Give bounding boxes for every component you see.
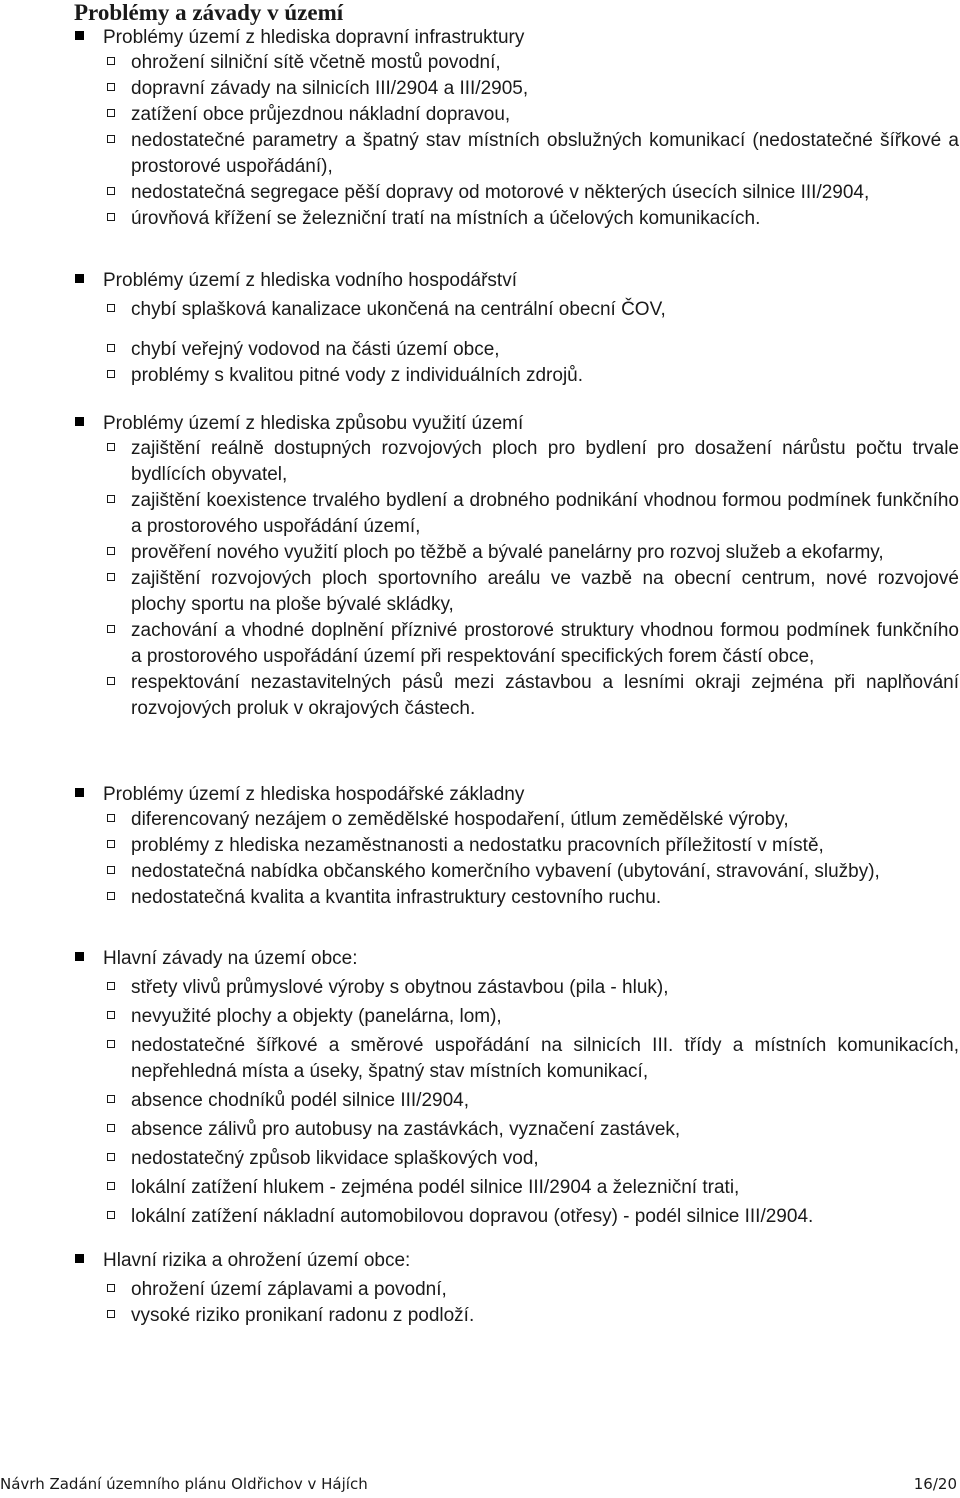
item-list: [0, 971, 960, 1230]
item-list: [0, 50, 960, 232]
hollow-square-bullet-icon: [107, 1182, 115, 1190]
list-item: střety vlivů průmyslové výroby s obytnou zástavbou (pila - hluk),: [0, 975, 960, 1001]
hollow-square-bullet-icon: [107, 109, 115, 117]
square-bullet-icon: [75, 788, 84, 797]
square-bullet-icon: [75, 417, 84, 426]
hollow-square-bullet-icon: [107, 1284, 115, 1292]
list-item: ohrožení území záplavami a povodní,: [0, 1277, 960, 1303]
hollow-square-bullet-icon: [107, 1040, 115, 1048]
section-title: Problémy území z hlediska vodního hospodářství: [0, 269, 960, 293]
section-water: [0, 269, 960, 389]
page-footer: [0, 1473, 960, 1495]
hollow-square-bullet-icon: [107, 1310, 115, 1318]
square-bullet-icon: [75, 274, 84, 283]
section-transport: [0, 26, 960, 232]
hollow-square-bullet-icon: [107, 1095, 115, 1103]
item-list: [0, 436, 960, 722]
hollow-square-bullet-icon: [107, 187, 115, 195]
list-item: absence chodníků podél silnice III/2904,: [0, 1088, 960, 1114]
section-title: Hlavní rizika a ohrožení území obce:: [0, 1249, 960, 1273]
hollow-square-bullet-icon: [107, 1011, 115, 1019]
list-item: lokální zatížení hlukem - zejména podél silnice III/2904 a železniční trati,: [0, 1175, 960, 1201]
page-heading: Problémy a závady v území: [74, 0, 344, 25]
list-item: nevyužité plochy a objekty (panelárna, lom),: [0, 1004, 960, 1030]
section-main-defects: [0, 947, 960, 1230]
hollow-square-bullet-icon: [107, 135, 115, 143]
list-item: nedostatečné šířkové a směrové uspořádání na silnicích III. třídy a místních komunikacích, nepřehledná místa a úseky, špatný stav místních komunikací,: [0, 1033, 960, 1085]
hollow-square-bullet-icon: [107, 573, 115, 581]
list-item: nedostatečná kvalita a kvantita infrastruktury cestovního ruchu.: [0, 885, 960, 911]
item-list: [0, 1273, 960, 1329]
hollow-square-bullet-icon: [107, 495, 115, 503]
hollow-square-bullet-icon: [107, 814, 115, 822]
section-title: Problémy území z hlediska hospodářské základny: [0, 783, 960, 807]
item-list: [0, 297, 960, 389]
list-item: lokální zatížení nákladní automobilovou dopravou (otřesy) - podél silnice III/2904.: [0, 1204, 960, 1230]
list-item: ohrožení silniční sítě včetně mostů povodní,: [0, 50, 960, 76]
list-item: nedostatečné parametry a špatný stav místních obslužných komunikací (nedostatečné šířkové a prostorové uspořádání),: [0, 128, 960, 180]
list-item: vysoké riziko pronikaní radonu z podloží.: [0, 1303, 960, 1329]
item-list: [0, 807, 960, 911]
list-item: problémy z hlediska nezaměstnanosti a nedostatku pracovních příležitostí v místě,: [0, 833, 960, 859]
list-item: prověření nového využití ploch po těžbě a bývalé panelárny pro rozvoj služeb a ekofarmy,: [0, 540, 960, 566]
list-item: zajištění rozvojových ploch sportovního areálu ve vazbě na obecní centrum, nové rozvojové plochy sportu na ploše bývalé skládky,: [0, 566, 960, 618]
hollow-square-bullet-icon: [107, 344, 115, 352]
section-title: Problémy území z hlediska způsobu využití území: [0, 412, 960, 436]
hollow-square-bullet-icon: [107, 625, 115, 633]
section-land-use: [0, 412, 960, 722]
hollow-square-bullet-icon: [107, 213, 115, 221]
hollow-square-bullet-icon: [107, 547, 115, 555]
list-item: absence zálivů pro autobusy na zastávkách, vyznačení zastávek,: [0, 1117, 960, 1143]
section-title: Problémy území z hlediska dopravní infrastruktury: [0, 26, 960, 50]
hollow-square-bullet-icon: [107, 892, 115, 900]
hollow-square-bullet-icon: [107, 443, 115, 451]
hollow-square-bullet-icon: [107, 304, 115, 312]
footer-document-title: Návrh Zadání územního plánu Oldřichov v Hájích: [0, 1475, 368, 1493]
section-economy: [0, 783, 960, 911]
square-bullet-icon: [75, 31, 84, 40]
square-bullet-icon: [75, 952, 84, 961]
section-title: Hlavní závady na území obce:: [0, 947, 960, 971]
hollow-square-bullet-icon: [107, 83, 115, 91]
section-main-risks: [0, 1249, 960, 1329]
list-item: nedostatečný způsob likvidace splaškových vod,: [0, 1146, 960, 1172]
hollow-square-bullet-icon: [107, 840, 115, 848]
list-item: nedostatečná nabídka občanského komerčního vybavení (ubytování, stravování, služby),: [0, 859, 960, 885]
list-item: zatížení obce průjezdnou nákladní dopravou,: [0, 102, 960, 128]
list-item: zachování a vhodné doplnění příznivé prostorové struktury vhodnou formou podmínek funkčního a prostorového uspořádání území při respektování specifických forem částí obce,: [0, 618, 960, 670]
hollow-square-bullet-icon: [107, 866, 115, 874]
hollow-square-bullet-icon: [107, 1124, 115, 1132]
list-item: zajištění koexistence trvalého bydlení a drobného podnikání vhodnou formou podmínek funkčního a prostorového uspořádání území,: [0, 488, 960, 540]
hollow-square-bullet-icon: [107, 982, 115, 990]
hollow-square-bullet-icon: [107, 1211, 115, 1219]
list-item: nedostatečná segregace pěší dopravy od motorové v některých úsecích silnice III/2904,: [0, 180, 960, 206]
hollow-square-bullet-icon: [107, 1153, 115, 1161]
list-item: chybí veřejný vodovod na části území obce,: [0, 337, 960, 363]
list-item: diferencovaný nezájem o zemědělské hospodaření, útlum zemědělské výroby,: [0, 807, 960, 833]
list-item: problémy s kvalitou pitné vody z individuálních zdrojů.: [0, 363, 960, 389]
list-item: zajištění reálně dostupných rozvojových ploch pro bydlení pro dosažení nárůstu počtu trvale bydlících obyvatel,: [0, 436, 960, 488]
list-item: dopravní závady na silnicích III/2904 a III/2905,: [0, 76, 960, 102]
hollow-square-bullet-icon: [107, 370, 115, 378]
hollow-square-bullet-icon: [107, 57, 115, 65]
footer-page-number: 16/20: [913, 1475, 957, 1493]
square-bullet-icon: [75, 1254, 84, 1263]
list-item: respektování nezastavitelných pásů mezi zástavbou a lesními okraji zejména při naplňování rozvojových proluk v okrajových částech.: [0, 670, 960, 722]
list-item: úrovňová křížení se železniční tratí na místních a účelových komunikacích.: [0, 206, 960, 232]
hollow-square-bullet-icon: [107, 677, 115, 685]
list-item: chybí splašková kanalizace ukončená na centrální obecní ČOV,: [0, 297, 960, 323]
